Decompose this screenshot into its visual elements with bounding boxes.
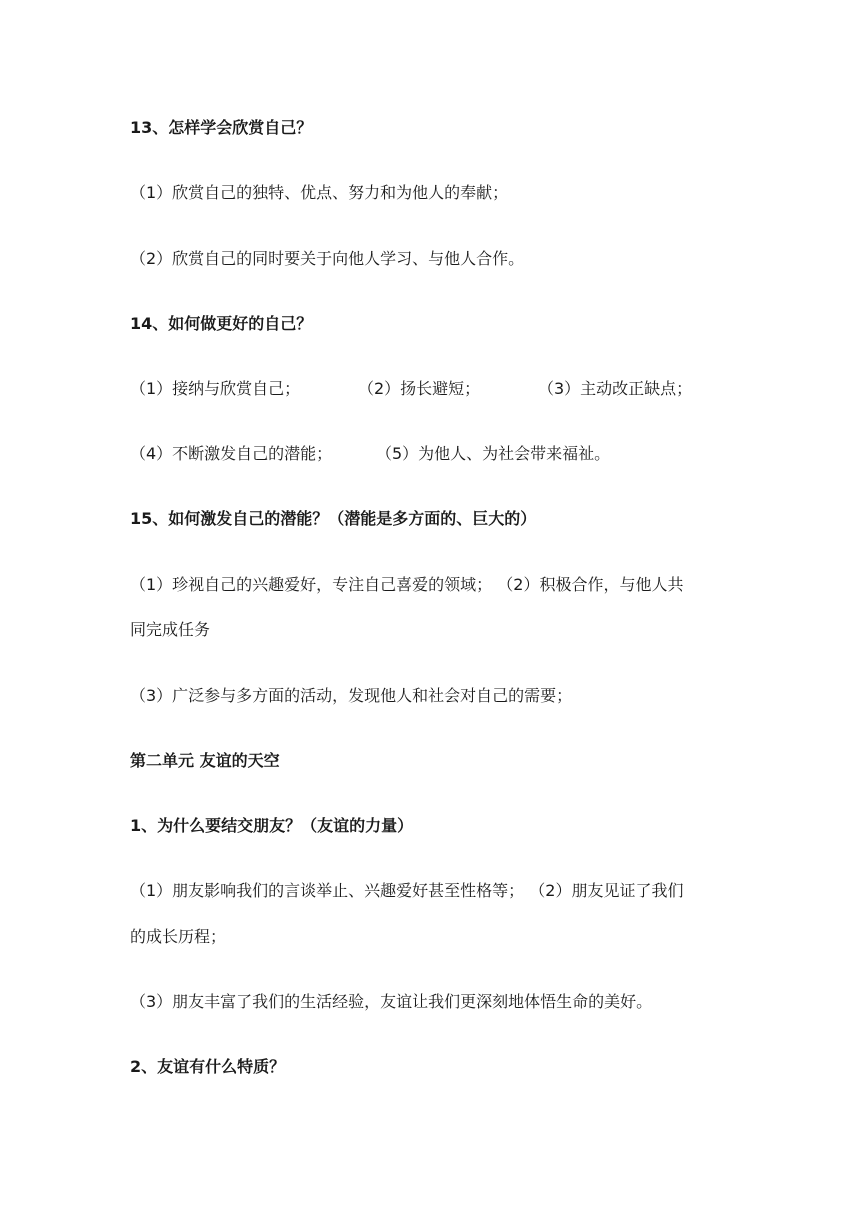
q14-item-1: （1）接纳与欣赏自己； [130, 379, 301, 398]
heading-u2-q1: 1、为什么要结交朋友？（友谊的力量） [130, 816, 414, 835]
heading-u2-q2: 2、友谊有什么特质？ [130, 1057, 286, 1076]
q15-item-1-line-2: 同完成任务 [130, 620, 211, 639]
q14-item-3: （3）主动改正缺点； [538, 379, 693, 398]
q15-item-1-line-1: （1）珍视自己的兴趣爱好，专注自己喜爱的领域； （2）积极合作，与他人共 [130, 575, 684, 594]
q14-item-4: （4）不断激发自己的潜能； [130, 444, 333, 463]
q13-item-1: （1）欣赏自己的独特、优点、努力和为他人的奉献； [130, 183, 509, 202]
heading-q13: 13、怎样学会欣赏自己？ [130, 118, 313, 137]
u2-q1-item-3: （3）朋友丰富了我们的生活经验，友谊让我们更深刻地体悟生命的美好。 [130, 992, 653, 1011]
q14-item-2: （2）扬长避短； [358, 379, 481, 398]
u2-q1-item-1-line-1: （1）朋友影响我们的言谈举止、兴趣爱好甚至性格等； （2）朋友见证了我们 [130, 881, 684, 900]
q15-item-3: （3）广泛参与多方面的活动，发现他人和社会对自己的需要； [130, 686, 573, 705]
unit-2-title: 第二单元 友谊的天空 [130, 751, 280, 770]
heading-q15: 15、如何激发自己的潜能？（潜能是多方面的、巨大的） [130, 509, 537, 528]
q13-item-2: （2）欣赏自己的同时要关于向他人学习、与他人合作。 [130, 249, 525, 268]
q14-row-1 [130, 378, 692, 400]
q14-row-2 [130, 443, 610, 465]
u2-q1-item-1-line-2: 的成长历程； [130, 927, 227, 946]
heading-q14: 14、如何做更好的自己？ [130, 314, 313, 333]
q14-item-5: （5）为他人、为社会带来福祉。 [376, 444, 611, 463]
